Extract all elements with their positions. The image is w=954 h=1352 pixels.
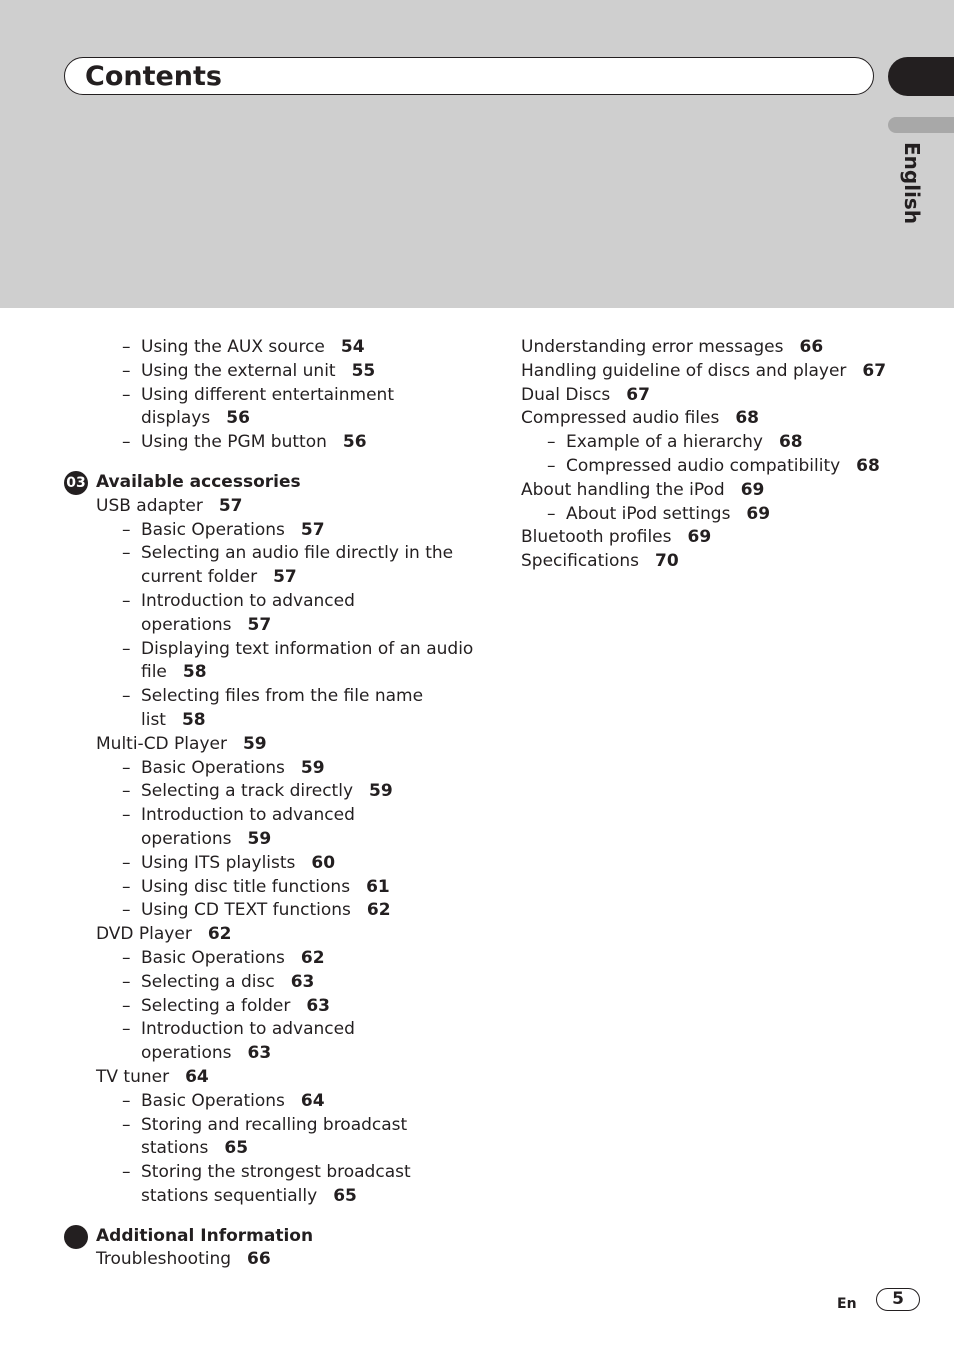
toc-entry-line: [96, 336, 486, 360]
toc-entry-page: 57: [300, 519, 325, 540]
toc-entry-page: 62: [207, 924, 232, 945]
toc-entry-page: 59: [242, 733, 267, 754]
toc-entry-page: 62: [366, 900, 391, 921]
toc-entry-line: [96, 614, 486, 638]
entry-dash: –: [122, 384, 131, 405]
toc-entry-line: [96, 495, 486, 519]
toc-entry-line: [96, 1066, 486, 1090]
footer-page-number: 5: [876, 1288, 920, 1311]
toc-entry-line: [96, 542, 486, 566]
toc-entry-text: operations: [141, 614, 232, 635]
toc-entry-text: operations: [141, 1043, 232, 1064]
toc-entry-text: USB adapter: [96, 495, 203, 516]
toc-entry-text: TV tuner: [96, 1066, 170, 1087]
toc-entry-line: [96, 661, 486, 685]
toc-entry-text: About iPod settings: [566, 503, 731, 524]
toc-entry-line: [96, 1090, 486, 1114]
toc-entry-line: [96, 1185, 486, 1209]
toc-entry-text: DVD Player: [96, 924, 192, 945]
entry-dash: –: [122, 337, 131, 357]
toc-entry-text: Selecting a disc: [141, 971, 275, 992]
toc-entry-text: Handling guideline of discs and player: [521, 360, 847, 381]
toc-entry-page: 67: [626, 384, 650, 405]
toc-entry-text: Troubleshooting: [96, 1249, 232, 1270]
toc-entry-text: Using the external unit: [141, 360, 336, 381]
toc-entry-line: [96, 899, 486, 923]
toc-entry-line: [521, 407, 921, 431]
entry-dash: –: [122, 971, 131, 992]
toc-entry-page: 57: [247, 614, 272, 635]
toc-entry-text: Displaying text information of an audio: [141, 638, 474, 659]
toc-entry-line: [521, 503, 921, 527]
toc-entry-text: Compressed audio compatibility: [566, 455, 841, 476]
toc-entry-page: 57: [218, 495, 243, 516]
entry-dash: –: [122, 876, 131, 897]
toc-entry-page: 55: [351, 360, 376, 381]
toc-entry-page: 62: [300, 947, 325, 968]
toc-entry-line: [96, 971, 486, 995]
toc-entry-page: 60: [311, 852, 336, 873]
entry-dash: –: [122, 519, 131, 540]
toc-entry-text: Using CD TEXT functions: [141, 900, 351, 921]
toc-entry-line: [96, 733, 486, 757]
section-title: Additional Information: [96, 1225, 314, 1246]
toc-entry-page: 69: [687, 527, 712, 548]
toc-entry-page: 66: [247, 1249, 271, 1270]
toc-entry-page: 63: [306, 995, 330, 1016]
toc-entry-line: [96, 384, 486, 408]
section-heading-additional: [96, 1225, 486, 1249]
toc-entry-text: Storing the strongest broadcast: [141, 1162, 411, 1183]
toc-entry-line: [96, 590, 486, 614]
toc-entry-text: Storing and recalling broadcast: [141, 1114, 408, 1135]
toc-entry-page: 59: [369, 781, 393, 802]
toc-entry-page: 57: [273, 567, 297, 588]
right-entries: [521, 336, 921, 574]
toc-entry-page: 69: [746, 503, 771, 524]
toc-entry-page: 61: [366, 876, 390, 897]
toc-entry-line: [96, 947, 486, 971]
toc-entry-text: Selecting a track directly: [141, 781, 354, 802]
toc-entry-text: Dual Discs: [521, 384, 611, 405]
toc-entry-text: Using the AUX source: [141, 337, 325, 357]
toc-entry-line: [521, 550, 921, 574]
toc-entry-line: [96, 709, 486, 733]
toc-entry-page: 66: [799, 337, 824, 357]
toc-entry-text: Using the PGM button: [141, 432, 327, 453]
toc-entry-text: Specifications: [521, 551, 640, 572]
toc-entry-text: displays: [141, 408, 211, 429]
toc-entry-text: Introduction to advanced: [141, 1019, 355, 1040]
toc-entry-text: Using ITS playlists: [141, 852, 296, 873]
toc-entry-text: operations: [141, 828, 232, 849]
entry-dash: –: [547, 432, 556, 453]
toc-entry-line: [521, 526, 921, 550]
entry-dash: –: [122, 900, 131, 921]
entry-dash: –: [122, 638, 131, 659]
entry-dash: –: [122, 686, 131, 707]
toc-entry-page: 54: [340, 337, 365, 357]
toc-entry-page: 58: [181, 709, 206, 730]
toc-entry-line: [521, 360, 921, 384]
toc-entry-page: 65: [224, 1138, 249, 1159]
footer-language-code: En: [837, 1296, 857, 1312]
toc-entry-page: 69: [740, 479, 765, 500]
toc-entry-text: Using different entertainment: [141, 384, 394, 405]
toc-entry-text: Understanding error messages: [521, 337, 784, 357]
toc-entry-text: current folder: [141, 567, 258, 588]
toc-entry-text: stations: [141, 1138, 209, 1159]
entry-dash: –: [122, 543, 131, 564]
toc-entry-line: [96, 685, 486, 709]
toc-entry-page: 63: [247, 1043, 272, 1064]
toc-entry-line: [96, 1042, 486, 1066]
toc-entry-line: [521, 336, 921, 360]
toc-entry-page: 68: [735, 408, 759, 429]
entry-dash: –: [122, 1162, 131, 1183]
toc-entry-page: 68: [856, 455, 880, 476]
section-tab-black: [888, 57, 954, 96]
language-tab-label: English: [900, 142, 924, 225]
toc-entry-page: 64: [300, 1090, 325, 1111]
entry-dash: –: [122, 1090, 131, 1111]
toc-entry-text: About handling the iPod: [521, 479, 725, 500]
section-number-badge: 03: [64, 471, 88, 495]
toc-entry-line: [96, 360, 486, 384]
toc-entry-line: [96, 1114, 486, 1138]
contents-title-box: [64, 57, 874, 95]
entry-dash: –: [122, 1114, 131, 1135]
section-additional-entries: [96, 1248, 486, 1272]
toc-entry-text: Example of a hierarchy: [566, 432, 763, 453]
entry-dash: –: [122, 1019, 131, 1040]
toc-entry-page: 67: [862, 360, 887, 381]
toc-entry-text: Basic Operations: [141, 519, 285, 540]
toc-entry-text: Introduction to advanced: [141, 805, 355, 826]
entry-dash: –: [122, 995, 131, 1016]
toc-entry-line: [96, 828, 486, 852]
toc-entry-line: [96, 780, 486, 804]
toc-entry-line: [96, 407, 486, 431]
toc-entry-page: 59: [300, 757, 325, 778]
toc-entry-text: Bluetooth profiles: [521, 527, 672, 548]
toc-entry-page: 65: [333, 1185, 357, 1206]
toc-entry-text: Multi-CD Player: [96, 733, 227, 754]
toc-entry-page: 68: [778, 432, 803, 453]
section-tab-gray: [888, 117, 954, 133]
toc-entry-page: 64: [185, 1066, 209, 1087]
toc-entry-text: stations sequentially: [141, 1185, 318, 1206]
toc-left-column: [66, 336, 486, 1272]
toc-entry-page: 58: [182, 662, 207, 683]
toc-entry-page: 56: [342, 432, 367, 453]
toc-entry-page: 63: [290, 971, 315, 992]
page-title: Contents: [85, 61, 223, 92]
toc-entry-page: 70: [655, 551, 679, 572]
toc-entry-line: [521, 384, 921, 408]
toc-entry-text: Basic Operations: [141, 1090, 285, 1111]
toc-entry-line: [96, 1248, 486, 1272]
header-band: [0, 0, 954, 308]
toc-entry-text: Selecting files from the file name: [141, 686, 424, 707]
toc-entry-line: [96, 852, 486, 876]
entry-dash: –: [122, 852, 131, 873]
section-number-badge-blank: [64, 1225, 88, 1249]
toc-right-column: [521, 336, 921, 574]
toc-entry-page: 59: [247, 828, 272, 849]
toc-entry-line: [96, 804, 486, 828]
toc-entry-line: [96, 1018, 486, 1042]
toc-entry-line: [96, 995, 486, 1019]
entry-dash: –: [122, 590, 131, 611]
entry-dash: –: [122, 947, 131, 968]
section-title: Available accessories: [96, 471, 301, 492]
toc-entry-line: [96, 431, 486, 455]
toc-entry-text: Selecting an audio file directly in the: [141, 543, 454, 564]
entry-dash: –: [547, 455, 556, 476]
toc-entry-line: [521, 455, 921, 479]
entry-dash: –: [122, 360, 131, 381]
toc-entry-line: [96, 566, 486, 590]
toc-top-entries: [96, 336, 486, 455]
toc-entry-line: [96, 1161, 486, 1185]
toc-entry-text: Introduction to advanced: [141, 590, 355, 611]
toc-entry-text: Compressed audio files: [521, 408, 720, 429]
toc-entry-text: Selecting a folder: [141, 995, 291, 1016]
toc-entry-line: [96, 876, 486, 900]
entry-dash: –: [122, 781, 131, 802]
section-03-entries: [96, 495, 486, 1209]
toc-entry-text: Using disc title functions: [141, 876, 351, 897]
toc-entry-text: Basic Operations: [141, 757, 285, 778]
toc-entry-text: file: [141, 662, 167, 683]
toc-entry-line: [96, 519, 486, 543]
entry-dash: –: [122, 757, 131, 778]
toc-entry-page: 56: [226, 408, 250, 429]
toc-entry-text: Basic Operations: [141, 947, 285, 968]
toc-entry-line: [521, 431, 921, 455]
toc-entry-line: [96, 1137, 486, 1161]
entry-dash: –: [122, 432, 131, 453]
toc-entry-line: [96, 638, 486, 662]
toc-entry-text: list: [141, 709, 166, 730]
entry-dash: –: [547, 503, 556, 524]
entry-dash: –: [122, 805, 131, 826]
section-heading-03: [66, 471, 486, 495]
toc-entry-line: [521, 479, 921, 503]
toc-entry-line: [96, 757, 486, 781]
toc-entry-line: [96, 923, 486, 947]
